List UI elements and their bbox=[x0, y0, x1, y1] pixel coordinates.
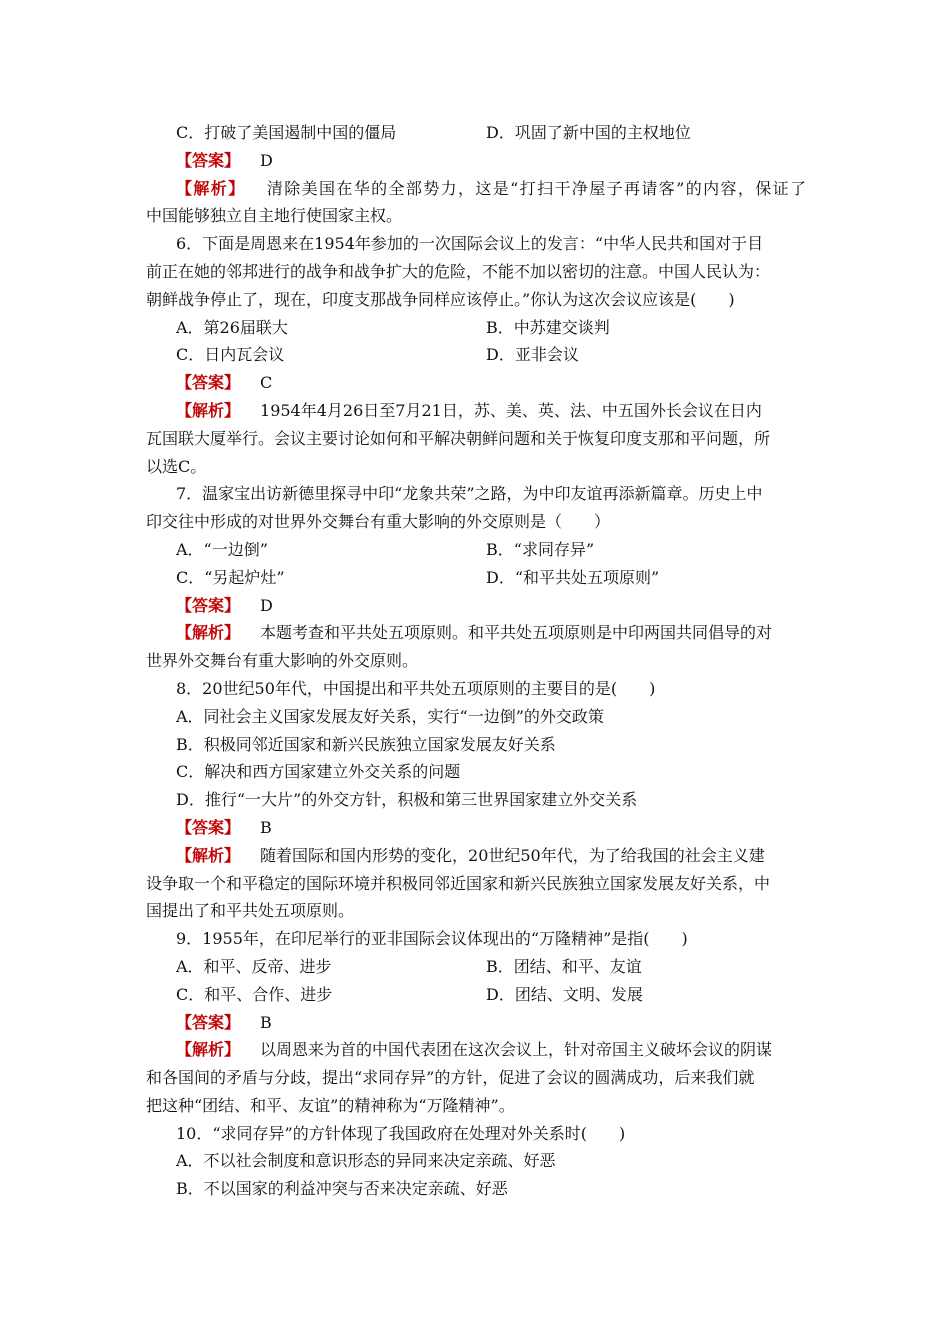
analysis-line bbox=[176, 619, 806, 647]
analysis-line bbox=[176, 842, 806, 870]
analysis-line-cont: 瓦国联大厦举行。会议主要讨论如何和平解决朝鲜问题和关于恢复印度支那和平问题，所 bbox=[146, 428, 771, 448]
analysis-line bbox=[176, 397, 806, 425]
option-c: C．和平、合作、进步 bbox=[176, 984, 333, 1004]
option-b: B．团结、和平、友谊 bbox=[486, 956, 642, 976]
question-stem-cont: 朝鲜战争停止了，现在，印度支那战争同样应该停止。”你认为这次会议应该是( ) bbox=[146, 289, 735, 309]
options-row bbox=[176, 341, 806, 369]
question-stem-cont: 印交往中形成的对世界外交舞台有重大影响的外交原则是（ ） bbox=[146, 512, 611, 532]
option-d: D．团结、文明、发展 bbox=[486, 984, 643, 1004]
answer-value: D bbox=[260, 595, 273, 615]
option-d: D．“和平共处五项原则” bbox=[486, 567, 660, 587]
analysis-tag: 【解析】 bbox=[176, 400, 241, 420]
option-d: D．亚非会议 bbox=[486, 345, 579, 365]
analysis-line bbox=[176, 175, 806, 203]
answer-line bbox=[176, 592, 806, 620]
analysis-line-cont: 世界外交舞台有重大影响的外交原则。 bbox=[146, 651, 419, 671]
analysis-text: 1954年4月26日至7月21日，苏、美、英、法、中五国外长会议在日内 bbox=[260, 400, 762, 420]
analysis-line-cont: 把这种“团结、和平、友谊”的精神称为“万隆精神”。 bbox=[146, 1095, 515, 1115]
analysis-text: 以周恩来为首的中国代表团在这次会议上，针对帝国主义破坏会议的阴谋 bbox=[260, 1040, 773, 1060]
answer-value: D bbox=[260, 150, 273, 170]
answer-tag: 【答案】 bbox=[176, 817, 241, 837]
question-stem-cont: 前正在她的邻邦进行的战争和战争扩大的危险，不能不加以密切的注意。中国人民认为： bbox=[146, 261, 771, 281]
analysis-tag: 【解析】 bbox=[176, 1040, 241, 1060]
option-c: C．日内瓦会议 bbox=[176, 345, 285, 365]
options-row bbox=[176, 536, 806, 564]
options-row bbox=[176, 564, 806, 592]
answer-value: B bbox=[260, 1012, 272, 1032]
analysis-line-cont: 和各国间的矛盾与分歧，提出“求同存异”的方针，促进了会议的圆满成功，后来我们就 bbox=[146, 1068, 755, 1088]
analysis-text: 本题考查和平共处五项原则。和平共处五项原则是中印两国共同倡导的对 bbox=[260, 623, 773, 643]
question-stem: 9．1955年，在印尼举行的亚非国际会议体现出的“万隆精神”是指( ) bbox=[176, 929, 688, 949]
analysis-tag: 【解析】 bbox=[176, 845, 241, 865]
analysis-text: 清除美国在华的全部势力，这是“打扫干净屋子再请客”的内容，保证了 bbox=[265, 178, 806, 198]
option-a: A．和平、反帝、进步 bbox=[176, 956, 332, 976]
option-c: C．解决和西方国家建立外交关系的问题 bbox=[176, 762, 461, 782]
option-a: A．同社会主义国家发展友好关系，实行“一边倒”的外交政策 bbox=[176, 706, 604, 726]
answer-line bbox=[176, 369, 806, 397]
answer-line bbox=[176, 1009, 806, 1037]
option-b: B．中苏建交谈判 bbox=[486, 317, 610, 337]
option-a: A．第26届联大 bbox=[176, 317, 288, 337]
answer-tag: 【答案】 bbox=[176, 1012, 241, 1032]
question-stem: 7．温家宝出访新德里探寻中印“龙象共荣”之路，为中印友谊再添新篇章。历史上中 bbox=[176, 484, 763, 504]
option-c: C．“另起炉灶” bbox=[176, 567, 285, 587]
question-stem: 8．20世纪50年代，中国提出和平共处五项原则的主要目的是( ) bbox=[176, 678, 656, 698]
answer-tag: 【答案】 bbox=[176, 595, 241, 615]
analysis-line-cont: 国提出了和平共处五项原则。 bbox=[146, 901, 355, 921]
answer-tag: 【答案】 bbox=[176, 373, 241, 393]
question-stem: 10．“求同存异”的方针体现了我国政府在处理对外关系时( ) bbox=[176, 1123, 626, 1143]
options-row bbox=[176, 981, 806, 1009]
analysis-text: 随着国际和国内形势的变化，20世纪50年代，为了给我国的社会主义建 bbox=[260, 845, 765, 865]
answer-tag: 【答案】 bbox=[176, 150, 241, 170]
option-c: C．打破了美国遏制中国的僵局 bbox=[176, 123, 397, 142]
option-a: A．不以社会制度和意识形态的异同来决定亲疏、好恶 bbox=[176, 1151, 556, 1171]
question-stem: 6．下面是周恩来在1954年参加的一次国际会议上的发言：“中华人民共和国对于目 bbox=[176, 234, 764, 254]
option-b: B．“求同存异” bbox=[486, 539, 595, 559]
analysis-line-cont: 以选C。 bbox=[146, 456, 207, 476]
options-row bbox=[176, 119, 806, 147]
option-d: D．巩固了新中国的主权地位 bbox=[486, 123, 691, 142]
option-a: A．“一边倒” bbox=[176, 539, 268, 559]
option-b: B．积极同邻近国家和新兴民族独立国家发展友好关系 bbox=[176, 734, 556, 754]
analysis-tag: 【解析】 bbox=[176, 178, 246, 198]
analysis-line-cont: 设争取一个和平稳定的国际环境并积极同邻近国家和新兴民族独立国家发展友好关系，中 bbox=[146, 873, 771, 893]
answer-line bbox=[176, 814, 806, 842]
question-content bbox=[146, 119, 806, 1203]
option-d: D．推行“一大片”的外交方针，积极和第三世界国家建立外交关系 bbox=[176, 790, 638, 810]
options-row bbox=[176, 953, 806, 981]
answer-value: B bbox=[260, 817, 272, 837]
answer-value: C bbox=[260, 373, 273, 393]
analysis-tag: 【解析】 bbox=[176, 623, 241, 643]
analysis-line-cont: 中国能够独立自主地行使国家主权。 bbox=[146, 206, 403, 226]
option-b: B．不以国家的利益冲突与否来决定亲疏、好恶 bbox=[176, 1179, 508, 1199]
analysis-line bbox=[176, 1036, 806, 1064]
answer-line bbox=[176, 147, 806, 175]
options-row bbox=[176, 314, 806, 342]
